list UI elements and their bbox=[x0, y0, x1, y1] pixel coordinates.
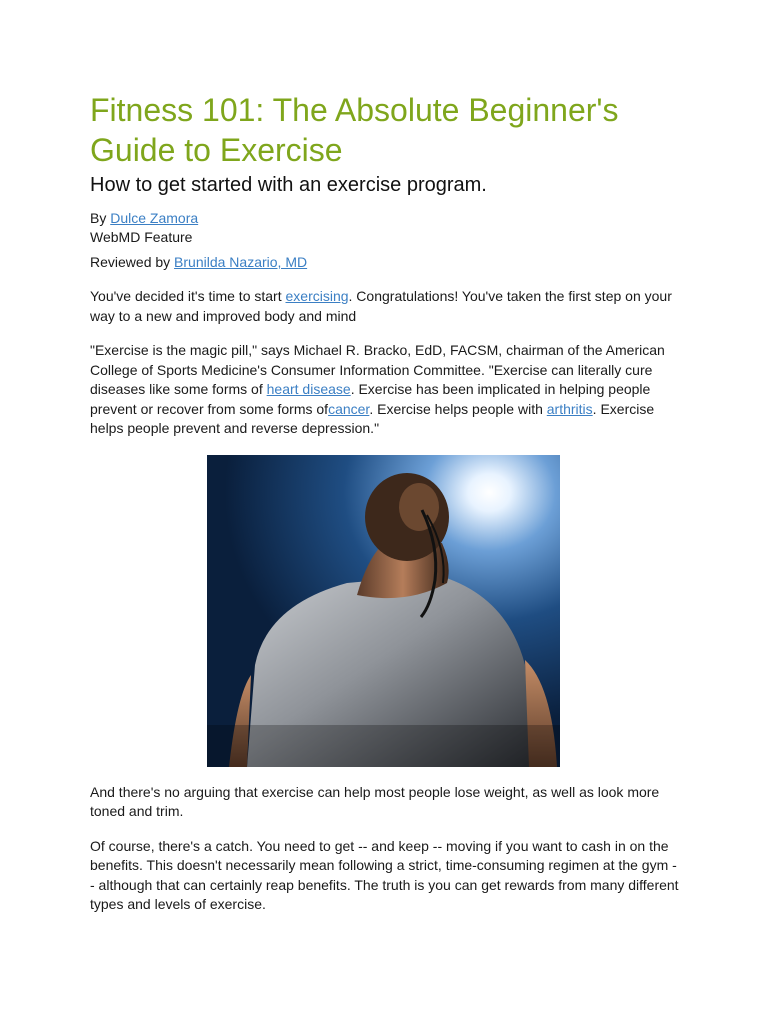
article bbox=[90, 90, 680, 915]
article-subtitle: How to get started with an exercise program. bbox=[90, 174, 487, 196]
byline-source: WebMD Feature bbox=[90, 229, 193, 245]
byline-by-label: By bbox=[90, 210, 111, 226]
byline bbox=[90, 209, 680, 247]
paragraph-intro bbox=[90, 287, 680, 326]
byline-author-line bbox=[90, 209, 680, 228]
article-title: Fitness 101: The Absolute Beginner's Guide to Exercise bbox=[90, 92, 619, 168]
paragraph-weight: And there's no arguing that exercise can help most people lose weight, as well as look more toned and trim. bbox=[90, 783, 660, 819]
cancer-link[interactable]: cancer bbox=[328, 400, 370, 417]
paragraph-text: "Exercise is the magic pill," says Michael R. Bracko, EdD, FACSM, chairman of the American College of Sports Medicine's Consumer Information Committee. "Exercise can literally cure diseases like some forms of bbox=[90, 342, 665, 397]
article-photo bbox=[207, 455, 560, 767]
author-link[interactable]: Dulce Zamora bbox=[110, 210, 199, 226]
reviewed-by-label: Reviewed by bbox=[90, 254, 175, 270]
paragraph-quote bbox=[90, 341, 680, 439]
paragraph-text: . Exercise has been implicated in helping people prevent or recover from some forms of bbox=[90, 381, 651, 417]
heart-disease-link[interactable]: heart disease bbox=[266, 381, 351, 397]
reviewed-by-line bbox=[90, 253, 680, 272]
paragraph-text: You've decided it's time to start bbox=[90, 288, 286, 304]
paragraph-catch: Of course, there's a catch. You need to get -- and keep -- moving if you want to cash in on the benefits. This doesn't necessarily mean following a strict, time-consuming regimen at the gym -- although that can certainly reap benefits. The truth is you can get rewards from many different types and levels of exercise. bbox=[90, 837, 679, 912]
reviewer-link[interactable]: Brunilda Nazario, MD bbox=[174, 254, 308, 270]
paragraph-text: . Exercise helps people with bbox=[369, 400, 547, 417]
arthritis-link[interactable]: arthritis bbox=[546, 400, 593, 417]
exercising-link[interactable]: exercising bbox=[285, 288, 349, 304]
paragraph-text: . Congratulations! You've taken the first step on your way to a new and improved body and mind bbox=[90, 288, 672, 324]
paragraph-text: . Exercise helps people prevent and reverse depression." bbox=[90, 400, 655, 436]
